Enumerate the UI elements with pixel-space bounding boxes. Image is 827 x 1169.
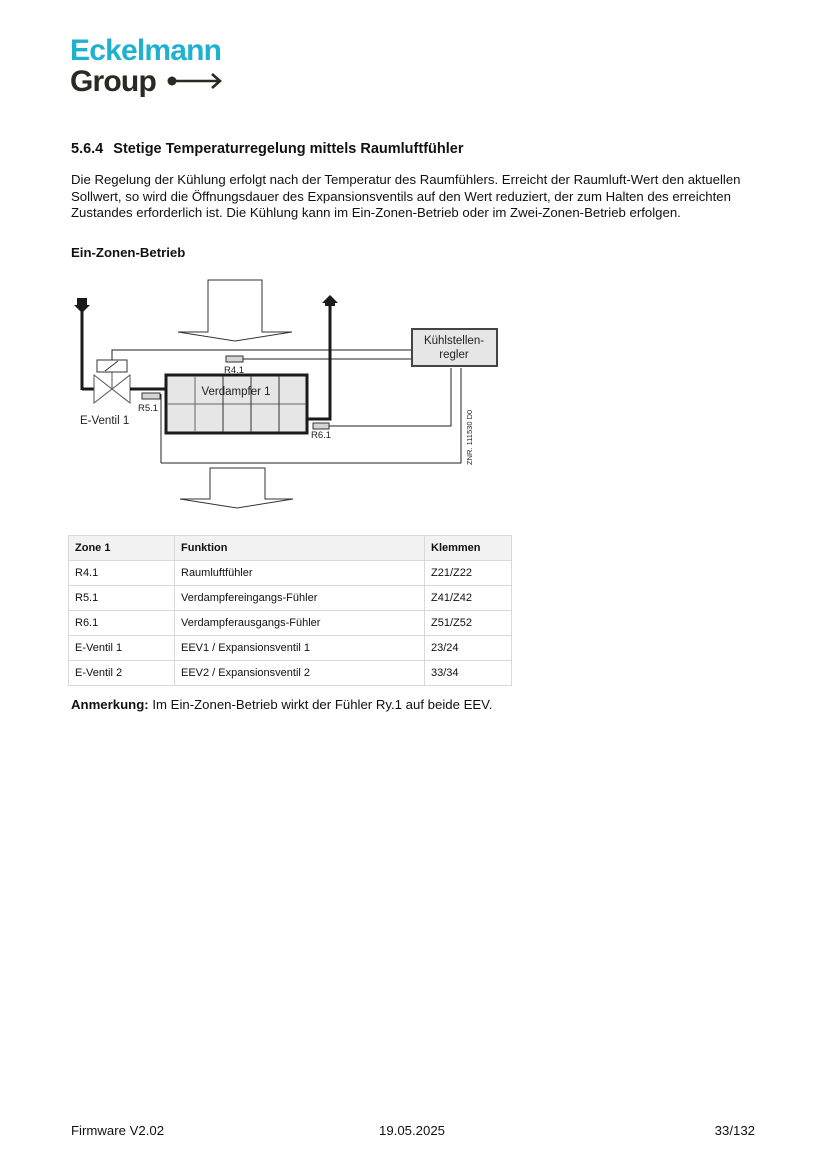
subheading: Ein-Zonen-Betrieb xyxy=(71,245,186,260)
cell-terminals: Z41/Z42 xyxy=(425,586,512,611)
footer-firmware: Firmware V2.02 xyxy=(71,1123,165,1138)
cell-function: EEV2 / Expansionsventil 2 xyxy=(175,661,425,686)
col-header-terminals: Klemmen xyxy=(425,536,512,561)
valve-label: E-Ventil 1 xyxy=(80,415,130,427)
air-inflow-arrow xyxy=(178,280,292,341)
cell-zone: R4.1 xyxy=(69,561,175,586)
col-header-function: Funktion xyxy=(175,536,425,561)
table-header-row xyxy=(69,536,512,561)
refrigeration-diagram xyxy=(60,272,520,517)
inlet-flow-arrow xyxy=(74,298,90,313)
sensor-r6-1 xyxy=(313,423,329,429)
company-logo xyxy=(70,36,224,98)
cell-terminals: Z51/Z52 xyxy=(425,611,512,636)
outlet-flow-arrow xyxy=(322,295,338,306)
controller-label-1: Kühlstellen- xyxy=(423,335,485,347)
cell-terminals: 33/34 xyxy=(425,661,512,686)
evaporator-label: Verdampfer 1 xyxy=(201,386,271,398)
section-number: 5.6.4 xyxy=(71,141,104,157)
table-row xyxy=(69,611,512,636)
table-row xyxy=(69,586,512,611)
cell-function: Verdampferausgangs-Fühler xyxy=(175,611,425,636)
cell-function: Raumluftfühler xyxy=(175,561,425,586)
table-row xyxy=(69,561,512,586)
cell-terminals: 23/24 xyxy=(425,636,512,661)
section-body: Die Regelung der Kühlung erfolgt nach der Temperatur des Raumfühlers. Erreicht der Raumluft-Wert den aktuellen Sollwert, so wird die Öffnungsdauer des Expansionsventils auf den Wert reduziert, der zum Halten des erreichten Zustandes erforderlich ist. Die Kühlung kann im Ein-Zonen-Betrieb oder im Zwei-Zonen-Betrieb erfolgen. xyxy=(71,172,741,220)
cell-zone: R5.1 xyxy=(69,586,175,611)
evaporator xyxy=(166,375,307,433)
col-header-zone: Zone 1 xyxy=(69,536,175,561)
table-row xyxy=(69,636,512,661)
arrow-right-icon xyxy=(166,66,224,98)
sensor-r5-1 xyxy=(142,393,160,399)
footer-page-number: 33/132 xyxy=(714,1123,755,1138)
cell-function: Verdampfereingangs-Fühler xyxy=(175,586,425,611)
cell-zone: R6.1 xyxy=(69,611,175,636)
cell-function: EEV1 / Expansionsventil 1 xyxy=(175,636,425,661)
cell-zone: E-Ventil 2 xyxy=(69,661,175,686)
sensor-r4-1-label: R4.1 xyxy=(224,365,245,376)
drawing-number: ZNR. 111530 D0 xyxy=(465,409,474,465)
controller-label-2: regler xyxy=(439,349,469,361)
sensor-r6-1-label: R6.1 xyxy=(311,430,332,441)
logo-line-1: Eckelmann xyxy=(70,34,222,67)
logo-line-2: Group xyxy=(70,65,156,98)
sensor-r5-1-label: R5.1 xyxy=(138,403,159,414)
sensor-r4-1 xyxy=(226,356,243,362)
section-heading xyxy=(71,141,463,157)
cell-zone: E-Ventil 1 xyxy=(69,636,175,661)
valve-icon xyxy=(94,360,130,403)
note-label: Anmerkung: xyxy=(71,697,149,712)
note xyxy=(71,697,492,712)
air-outflow-arrow xyxy=(180,468,293,508)
cell-terminals: Z21/Z22 xyxy=(425,561,512,586)
section-title: Stetige Temperaturregelung mittels Raumluftfühler xyxy=(113,141,464,157)
terminal-table xyxy=(68,535,512,686)
footer-date: 19.05.2025 xyxy=(379,1123,446,1138)
table-row xyxy=(69,661,512,686)
note-text: Im Ein-Zonen-Betrieb wirkt der Fühler Ry.1 auf beide EEV. xyxy=(148,697,493,712)
